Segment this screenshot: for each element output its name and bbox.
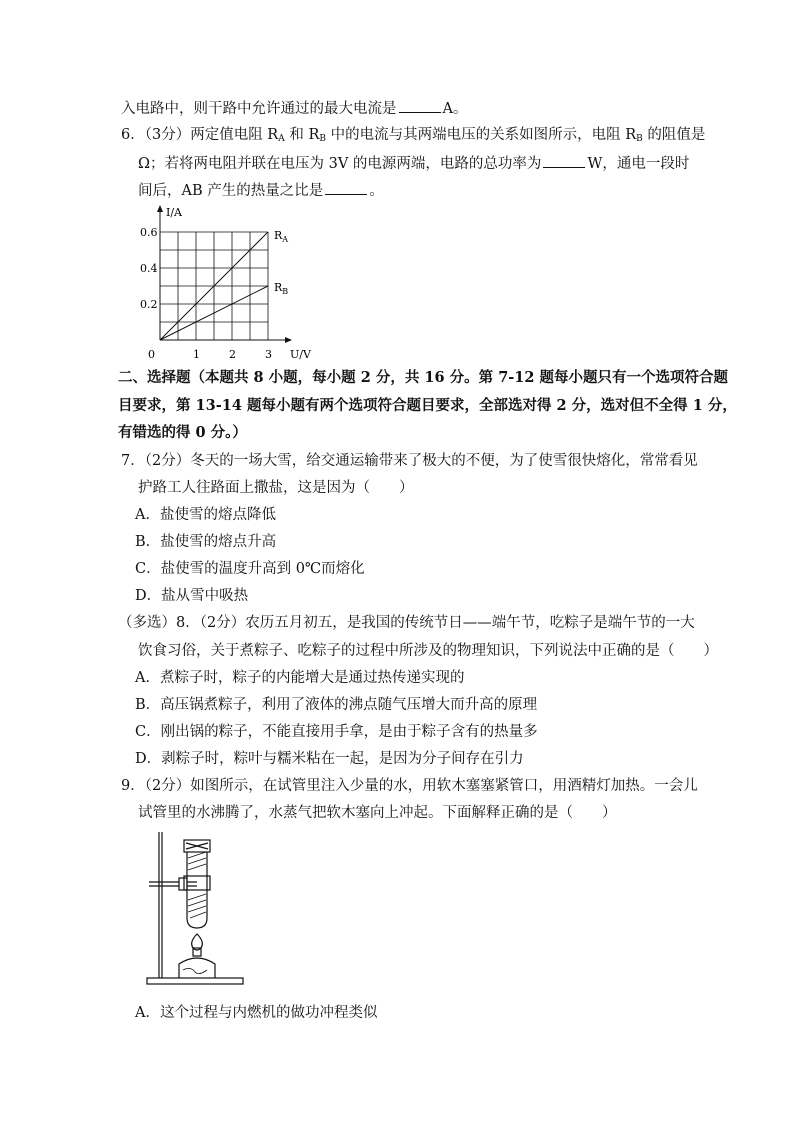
- section2-line-2: 目要求，第 13-14 题每小题有两个选项符合题目要求，全部选对得 2 分，选对但不全得 1 分，: [118, 397, 737, 414]
- y-tick-label: 0.4: [140, 262, 158, 275]
- x-tick-label: 0: [148, 348, 155, 361]
- series-label-ra: $R_A$: [274, 229, 289, 244]
- x-tick-label: 2: [229, 348, 236, 361]
- tube-clamp: [184, 876, 210, 890]
- x-axis-arrow: [285, 337, 292, 343]
- q6-line-2: Ω；若将两电阻并联在电压为 3V 的电源两端，电路的总功率为 W，通电一段时: [138, 153, 689, 174]
- answer-blank[interactable]: [543, 153, 585, 168]
- test-tube: [187, 850, 207, 928]
- q7-option-a[interactable]: A．盐使雪的熔点降低: [135, 507, 276, 523]
- q8-line-1: （多选）8．（2分）农历五月初五，是我国的传统节日——端午节，吃粽子是端午节的一大: [118, 615, 695, 631]
- x-tick-label: 1: [193, 348, 200, 361]
- answer-blank[interactable]: [399, 98, 441, 113]
- y-tick-label: 0.6: [140, 226, 158, 239]
- section2-line-1: 二、选择题（本题共 8 小题，每小题 2 分，共 16 分。第 7-12 题每小题只有一个选项符合题: [118, 369, 729, 386]
- q9-line-1: 9．（2分）如图所示，在试管里注入少量的水，用软木塞塞紧管口，用酒精灯加热。一会儿: [121, 778, 698, 794]
- q8-option-d[interactable]: D．剥粽子时，粽叶与糯米粘在一起，是因为分子间存在引力: [135, 751, 524, 767]
- q7-option-d[interactable]: D．盐从雪中吸热: [135, 588, 249, 604]
- test-tube-apparatus-figure: [135, 830, 255, 992]
- stand-base: [147, 978, 243, 984]
- section2-line-3: 有错选的得 0 分。）: [118, 424, 247, 441]
- y-axis-label: I/A: [166, 206, 182, 219]
- q7-option-c[interactable]: C．盐使雪的温度升高到 0℃而熔化: [135, 561, 365, 577]
- q8-line-2: 饮食习俗，关于煮粽子、吃粽子的过程中所涉及的物理知识，下列说法中正确的是（ ）: [138, 643, 718, 659]
- q5-line: 入电路中，则干路中允许通过的最大电流是 A。: [121, 98, 467, 119]
- q6-line-3: 间后，AB 产生的热量之比是 。: [138, 180, 384, 201]
- q8-option-a[interactable]: A．煮粽子时，粽子的内能增大是通过热传递实现的: [135, 670, 465, 686]
- water-hatch: [188, 852, 206, 918]
- q7-line-2: 护路工人往路面上撒盐，这是因为（ ）: [138, 480, 414, 496]
- q8-option-c[interactable]: C．刚出锅的粽子，不能直接用手拿，是由于粽子含有的热量多: [135, 724, 538, 740]
- series-label-rb: $R_B$: [274, 281, 289, 296]
- y-tick-label: 0.2: [140, 298, 158, 311]
- x-tick-label: 3: [265, 348, 272, 361]
- alcohol-lamp: [179, 958, 215, 978]
- q7-line-1: 7．（2分）冬天的一场大雪，给交通运输带来了极大的不便，为了使雪很快熔化，常常看见: [121, 453, 698, 469]
- q9-line-2: 试管里的水沸腾了，水蒸气把软木塞向上冲起。下面解释正确的是（ ）: [138, 805, 617, 821]
- iu-graph: [130, 202, 330, 362]
- q9-option-a[interactable]: A．这个过程与内燃机的做功冲程类似: [135, 1005, 378, 1021]
- q8-option-b[interactable]: B．高压锅煮粽子，利用了液体的沸点随气压增大而升高的原理: [135, 697, 538, 713]
- answer-blank[interactable]: [325, 180, 367, 195]
- x-axis-label: U/V: [290, 348, 311, 361]
- q7-option-b[interactable]: B．盐使雪的熔点升高: [135, 534, 277, 550]
- y-axis-arrow: [157, 205, 163, 212]
- q6-line-1: 6．（3分）两定值电阻 $R_A$ 和 $R_B$ 中的电流与其两端电压的关系如图所示，电阻 $R_B$ 的阻值是: [121, 127, 706, 144]
